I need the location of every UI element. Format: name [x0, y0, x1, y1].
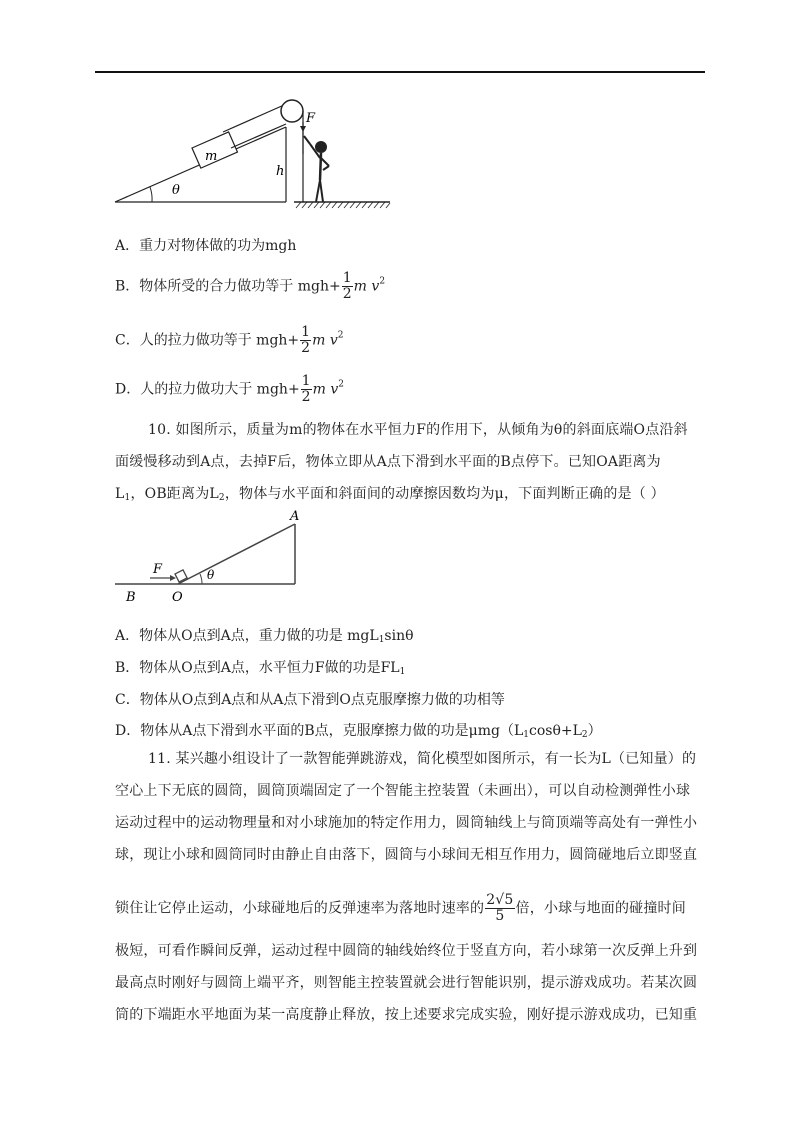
incline-pulley-figure [110, 92, 430, 222]
q10-option-a: A．物体从O点到A点，重力做的功是 mgL$_1$sinθ [115, 628, 414, 645]
q11-line-5: 锁住让它停止运动，小球碰地后的反弹速率为落地时速率的 $\frac{2√5}{5}$ 倍，小球与地面的碰撞时间 [115, 892, 686, 924]
q11-line-2: 空心上下无底的圆筒，圆筒顶端固定了一个智能主控装置（未画出），可以自动检测弹性小球 [115, 783, 691, 799]
q11-line-1: 11. 某兴趣小组设计了一款智能弹跳游戏，简化模型如图所示，有一长为L（已知量）的 [148, 751, 697, 767]
q11-line-3: 运动过程中的运动物理量和对小球施加的特定作用力，圆筒轴线上与筒顶端等高处有一弹性小 [115, 815, 698, 831]
q11-line-7: 最高点时刚好与圆筒上端平齐，则智能主控装置就会进行智能识别，提示游戏成功。若某次圆 [115, 975, 698, 991]
q10-line-2: 面缓慢移动到A点，去掉F后，物体立即从A点下滑到水平面的B点停下。已知OA距离为 [115, 454, 661, 470]
q10-option-b: B．物体从O点到A点，水平恒力F做的功是$FL_1$ [115, 660, 406, 677]
label-O: O [172, 590, 183, 605]
q9-option-d: D．人的拉力做功大于 mgh+ $\frac{1}{2}$ m $v^2$ [115, 373, 344, 405]
q11-line-4: 球，现让小球和圆筒同时由静止自由落下，圆筒与小球间无相互作用力，圆筒碰地后立即竖直 [115, 847, 698, 863]
q10-line-3: $L_1$，OB距离为$L_2$，物体与水平面和斜面间的动摩擦因数均为μ，下面判断正确的是（ ） [115, 486, 665, 503]
incline-force-figure [110, 508, 320, 608]
label-F: F [306, 111, 316, 126]
q10-option-c: C．物体从O点到A点和从A点下滑到O点克服摩擦力做的功相等 [115, 692, 505, 708]
label-A: A [290, 509, 300, 524]
label-theta: θ [172, 183, 180, 198]
label-h: h [276, 164, 285, 179]
q10-line-1: 10. 如图所示，质量为m的物体在水平恒力F的作用下，从倾角为θ的斜面底端O点沿斜 [148, 422, 688, 438]
q11-line-8: 筒的下端距水平地面为某一高度静止释放，按上述要求完成实验，刚好提示游戏成功，已知重 [115, 1007, 698, 1023]
q10-option-d: D．物体从A点下滑到水平面的B点，克服摩擦力做的功是$\mu mg(L_1\cos\theta+L_2)$ [115, 723, 602, 740]
q9-option-b: B．物体所受的合力做功等于 mgh+ $\frac{1}{2}$ m $v^2$ [115, 270, 386, 302]
header-rule [95, 71, 705, 73]
label-m: m [205, 149, 218, 164]
q11-line-6: 极短，可看作瞬间反弹，运动过程中圆筒的轴线始终位于竖直方向，若小球第一次反弹上升到 [115, 943, 698, 959]
label-theta: θ [207, 568, 215, 582]
label-F: F [153, 562, 163, 577]
label-B: B [126, 590, 136, 605]
q9-option-c: C．人的拉力做功等于 mgh+ $\frac{1}{2}$ m $v^2$ [115, 324, 344, 356]
q9-option-a: A．重力对物体做的功为mgh [115, 238, 297, 254]
